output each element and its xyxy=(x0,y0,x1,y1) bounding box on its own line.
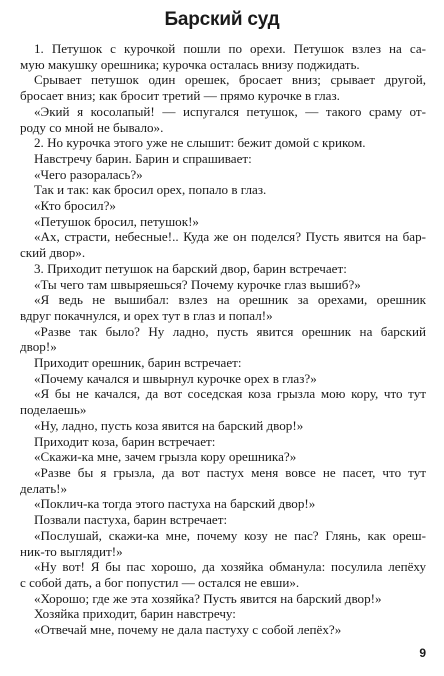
page-number: 9 xyxy=(419,646,426,660)
text-line: «Поклич-ка тогда этого пастуха на барский двор!» xyxy=(34,496,316,512)
text-line: роду со мной не бывало». xyxy=(20,119,164,135)
text-line: Срывает петушок один орешек, бросает вниз; срывает другой, xyxy=(34,72,426,88)
text-line: «Хорошо; где же эта хозяйка? Пусть явится на барский двор!» xyxy=(34,590,382,606)
text-line: Приходит коза, барин встречает: xyxy=(34,433,216,449)
text-line: 2. Но курочка этого уже не слышит: бежит домой с криком. xyxy=(34,135,366,151)
text-line: «Разве так было? Ну ладно, пусть явится орешник на барский xyxy=(34,323,426,339)
text-line: «Послушай, скажи-ка мне, почему козу не пас? Глянь, как ореш- xyxy=(34,527,426,543)
text-line: «Скажи-ка мне, зачем грызла кору орешника?» xyxy=(34,449,297,465)
text-line: Приходит орешник, барин встречает: xyxy=(34,355,242,371)
text-line: Позвали пастуха, барин встречает: xyxy=(34,512,228,528)
text-line: «Петушок бросил, петушок!» xyxy=(34,213,199,229)
story-text xyxy=(20,41,426,638)
text-line: с собой дать, а бог попустил — остался не евши». xyxy=(20,574,300,590)
text-line: Хозяйка приходит, барин навстречу: xyxy=(34,606,236,622)
text-line: «Чего разоралась?» xyxy=(34,166,143,182)
text-line: ский двор». xyxy=(20,245,86,261)
text-line: «Почему качался и швырнул курочке орех в глаз?» xyxy=(34,370,317,386)
text-line: делать!» xyxy=(20,480,68,496)
text-line: «Я бы не качался, да вот соседская коза грызла мою кору, что тут xyxy=(34,386,426,402)
text-line: «Ну, ладно, пусть коза явится на барский двор!» xyxy=(34,417,304,433)
page-title: Барский суд xyxy=(164,9,280,30)
text-line: «Я ведь не вышибал: взлез на орешник за орехами, орешник xyxy=(34,292,426,308)
text-line: поделаешь» xyxy=(20,402,87,418)
text-line: «Разве бы я грызла, да вот пастух меня вовсе не пасет, что тут xyxy=(34,464,426,480)
text-line: «Кто бросил?» xyxy=(34,198,116,214)
text-line: 1. Петушок с курочкой пошли по орехи. Петушок взлез на са- xyxy=(34,41,426,56)
text-line: «Ты чего там швыряешься? Почему курочке глаз вышиб?» xyxy=(34,276,361,292)
text-line: «Отвечай мне, почему не дала пастуху с собой лепёх?» xyxy=(34,622,342,638)
text-line: «Ах, страсти, небесные!.. Куда же он поделся? Пусть явится на бар- xyxy=(34,229,426,245)
text-line: «Экий я косолапый! — испугался петушок, — такого сраму от- xyxy=(34,103,426,119)
text-line: ник-то выглядит!» xyxy=(20,543,123,559)
text-line: двор!» xyxy=(20,339,57,355)
text-line: «Ну вот! Я бы пас хорошо, да хозяйка обманула: посулила лепёху xyxy=(34,559,426,575)
text-line: бросает вниз; как бросит третий — прямо курочке в глаз. xyxy=(20,88,340,104)
text-line: 3. Приходит петушок на барский двор, барин встречает: xyxy=(34,260,347,276)
text-line: мую макушку орешника; курочка осталась внизу поджидать. xyxy=(20,56,360,72)
text-line: вдруг покачнулся, и орех тут в глаз и попал!» xyxy=(20,307,273,323)
text-line: Навстречу барин. Барин и спрашивает: xyxy=(34,150,252,166)
text-line: Так и так: как бросил орех, попало в глаз. xyxy=(34,182,267,198)
